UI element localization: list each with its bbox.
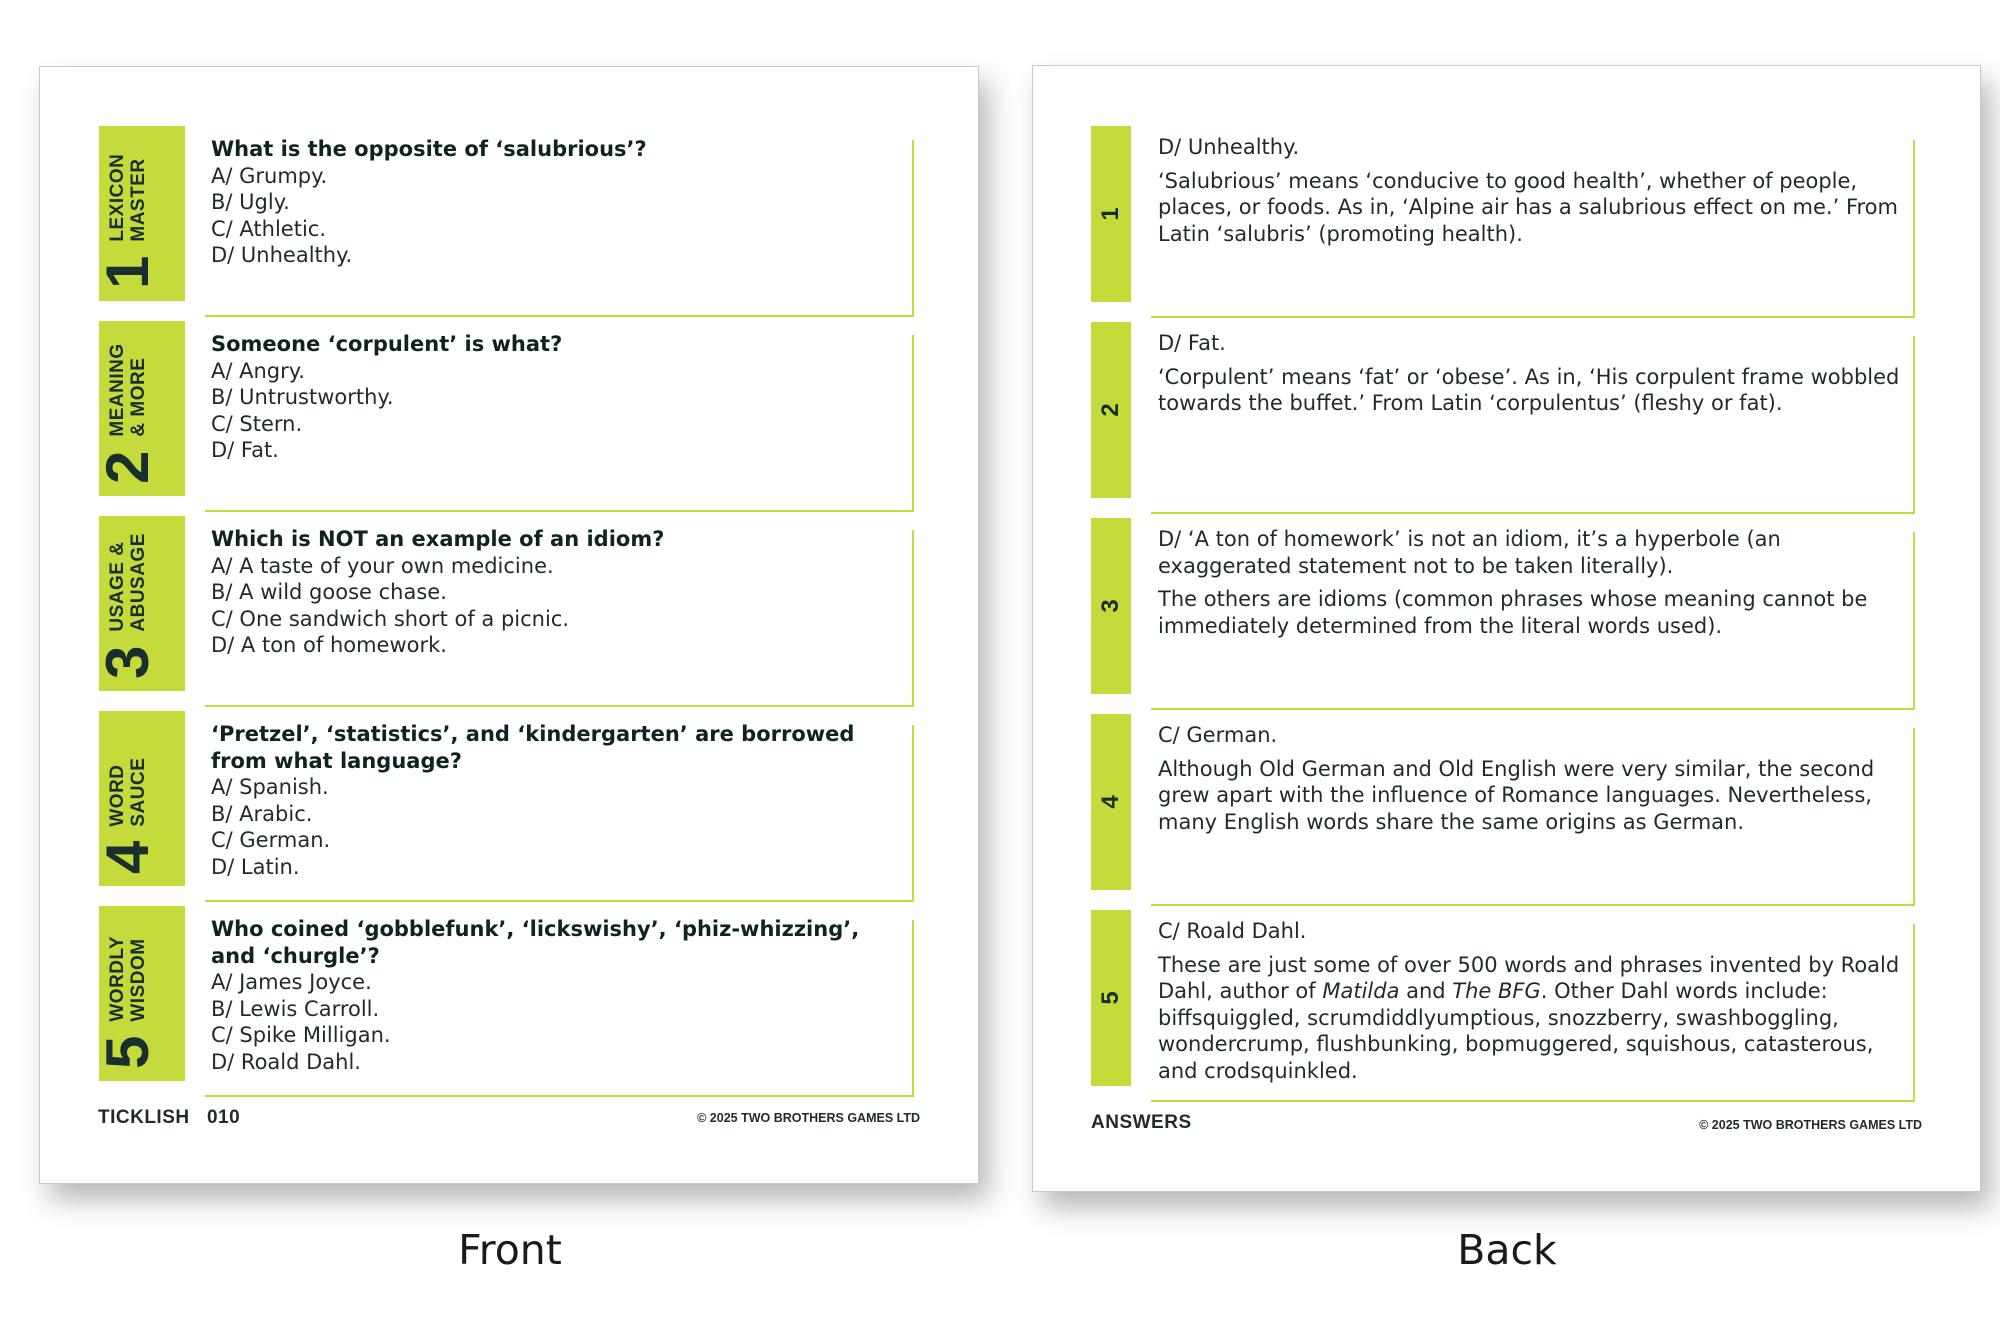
category-bar xyxy=(94,906,185,1081)
question-text: Someone ‘corpulent’ is what? xyxy=(211,332,563,356)
answer-number-bar xyxy=(1091,910,1131,1086)
category-bar xyxy=(94,516,185,691)
category-label-line: LEXICON xyxy=(107,153,128,242)
answer-explanation: Although Old German and Old English were very similar, the second grew apart with the influence of Romance languages. Nevertheless, many English words share the same origins as German. xyxy=(1158,756,1875,834)
answer-heading: C/ Roald Dahl. xyxy=(1158,919,1307,943)
answers-label: ANSWERS xyxy=(1091,1112,1192,1133)
answer-heading: D/ Unhealthy. xyxy=(1158,135,1300,159)
question-text: Who coined ‘gobblefunk’, ‘lickswishy’, ‘phiz-whizzing’, and ‘churgle’? xyxy=(211,917,860,968)
answer-option: C/ Spike Milligan. xyxy=(211,1023,391,1047)
category-label-line: SAUCE xyxy=(128,757,149,827)
answer-explanation: ‘Salubrious’ means ‘conducive to good health’, whether of people, places, or foods. As in, ‘Alpine air has a salubrious effect on me.’ From Latin ‘salubris’ (promoting health). xyxy=(1158,168,1898,246)
category-label xyxy=(107,533,149,632)
answer-option: B/ Lewis Carroll. xyxy=(211,996,380,1021)
category-label xyxy=(107,154,149,242)
answer-option: D/ Latin. xyxy=(211,854,300,879)
answer-explanation: ‘Corpulent’ means ‘fat’ or ‘obese’. As in, ‘His corpulent frame wobbled towards the buffet.’ From Latin ‘corpulentus’ (fleshy or fat). xyxy=(1158,364,1900,415)
explanation-text: and xyxy=(1399,979,1453,1003)
answer-option: A/ A taste of your own medicine. xyxy=(211,553,554,578)
answer-card-2 xyxy=(1091,322,1951,518)
answer-option: C/ Stern. xyxy=(211,411,303,436)
question-card-3 xyxy=(94,516,959,711)
answer-option: A/ Angry. xyxy=(211,358,305,383)
question-card-5 xyxy=(94,906,959,1101)
caption-back: Back xyxy=(1457,1226,1557,1274)
answer-option: B/ Arabic. xyxy=(211,801,313,826)
question-card-2 xyxy=(94,321,959,516)
answer-option: D/ Unhealthy. xyxy=(211,243,353,267)
category-label-line: WORDLY xyxy=(107,935,128,1022)
category-bar xyxy=(94,711,185,886)
back-card xyxy=(1032,65,1981,1192)
answer-option: A/ James Joyce. xyxy=(211,970,372,994)
category-number: 5 xyxy=(94,1035,161,1069)
category-label-line: MASTER xyxy=(128,158,149,242)
answer-option: A/ Grumpy. xyxy=(211,163,328,188)
category-number: 1 xyxy=(94,255,161,289)
explanation-text: These are just some of over 500 words and phrases invented by Roald Dahl, author of xyxy=(1158,952,1900,1003)
category-label-line: & MORE xyxy=(128,357,149,437)
category-number: 3 xyxy=(94,645,161,679)
category-label xyxy=(107,343,149,436)
answer-card-3 xyxy=(1091,518,1951,714)
answer-card-5 xyxy=(1091,910,1951,1106)
answer-option: C/ One sandwich short of a picnic. xyxy=(211,606,570,631)
answer-number-bar xyxy=(1091,322,1131,498)
answer-option: A/ Spanish. xyxy=(211,775,329,799)
answer-option: C/ German. xyxy=(211,828,331,852)
answer-option: B/ Untrustworthy. xyxy=(211,385,394,409)
category-label-line: USAGE & xyxy=(107,541,128,632)
question-text: What is the opposite of ‘salubrious’? xyxy=(211,137,647,161)
answer-number-bar xyxy=(1091,518,1131,694)
answer-card-4 xyxy=(1091,714,1951,910)
category-label-line: ABUSAGE xyxy=(128,533,149,632)
category-label xyxy=(107,758,149,827)
book-title: The BFG xyxy=(1452,979,1541,1003)
category-bar xyxy=(94,321,185,496)
category-bar xyxy=(94,126,185,301)
answer-explanation: The others are idioms (common phrases whose meaning cannot be immediately determined from the literal words used). xyxy=(1158,587,1868,638)
answer-option: D/ Fat. xyxy=(211,438,279,462)
explanation-text: . Other Dahl words include: biffsquiggled, scrumdiddlyumptious, snozzberry, swashboggling, wondercrump, flushbunking, bopmuggered, squishous, catasterous, and crodsquinkled. xyxy=(1158,979,1874,1083)
answer-number: 5 xyxy=(1097,991,1124,1005)
copyright-front: © 2025 TWO BROTHERS GAMES LTD xyxy=(697,1111,920,1125)
copyright-back: © 2025 TWO BROTHERS GAMES LTD xyxy=(1699,1118,1922,1132)
category-label-line: MEANING xyxy=(107,343,128,437)
answer-option: B/ Ugly. xyxy=(211,190,290,214)
caption-front: Front xyxy=(458,1226,562,1274)
category-number: 4 xyxy=(94,840,161,874)
category-label-line: WORD xyxy=(107,764,128,827)
question-text: ‘Pretzel’, ‘statistics’, and ‘kindergarten’ are borrowed from what language? xyxy=(211,722,855,773)
question-text: Which is NOT an example of an idiom? xyxy=(211,527,665,551)
answer-heading: D/ ‘A ton of homework’ is not an idiom, it’s a hyperbole (an exaggerated statement not to be taken literally). xyxy=(1158,527,1781,578)
category-label xyxy=(107,936,149,1022)
answer-option: B/ A wild goose chase. xyxy=(211,580,447,604)
answer-explanation xyxy=(1158,952,1903,1085)
answer-option: D/ Roald Dahl. xyxy=(211,1049,361,1074)
category-number: 2 xyxy=(94,450,161,484)
answer-number-bar xyxy=(1091,126,1131,302)
question-card-4 xyxy=(94,711,959,906)
answer-option: C/ Athletic. xyxy=(211,216,326,241)
question-card-1 xyxy=(94,126,959,321)
answer-heading: C/ German. xyxy=(1158,723,1278,747)
front-card xyxy=(39,66,979,1184)
answer-number: 1 xyxy=(1097,207,1124,221)
answer-number-bar xyxy=(1091,714,1131,890)
answer-card-1 xyxy=(1091,126,1951,322)
category-label-line: WISDOM xyxy=(128,938,149,1022)
answer-number: 3 xyxy=(1097,599,1124,613)
book-title: Matilda xyxy=(1322,979,1400,1003)
answer-number: 2 xyxy=(1097,403,1124,417)
answer-option: D/ A ton of homework. xyxy=(211,633,447,657)
answer-number: 4 xyxy=(1097,795,1124,809)
card-code: TICKLISH 010 xyxy=(98,1107,241,1128)
answer-heading: D/ Fat. xyxy=(1158,331,1226,355)
